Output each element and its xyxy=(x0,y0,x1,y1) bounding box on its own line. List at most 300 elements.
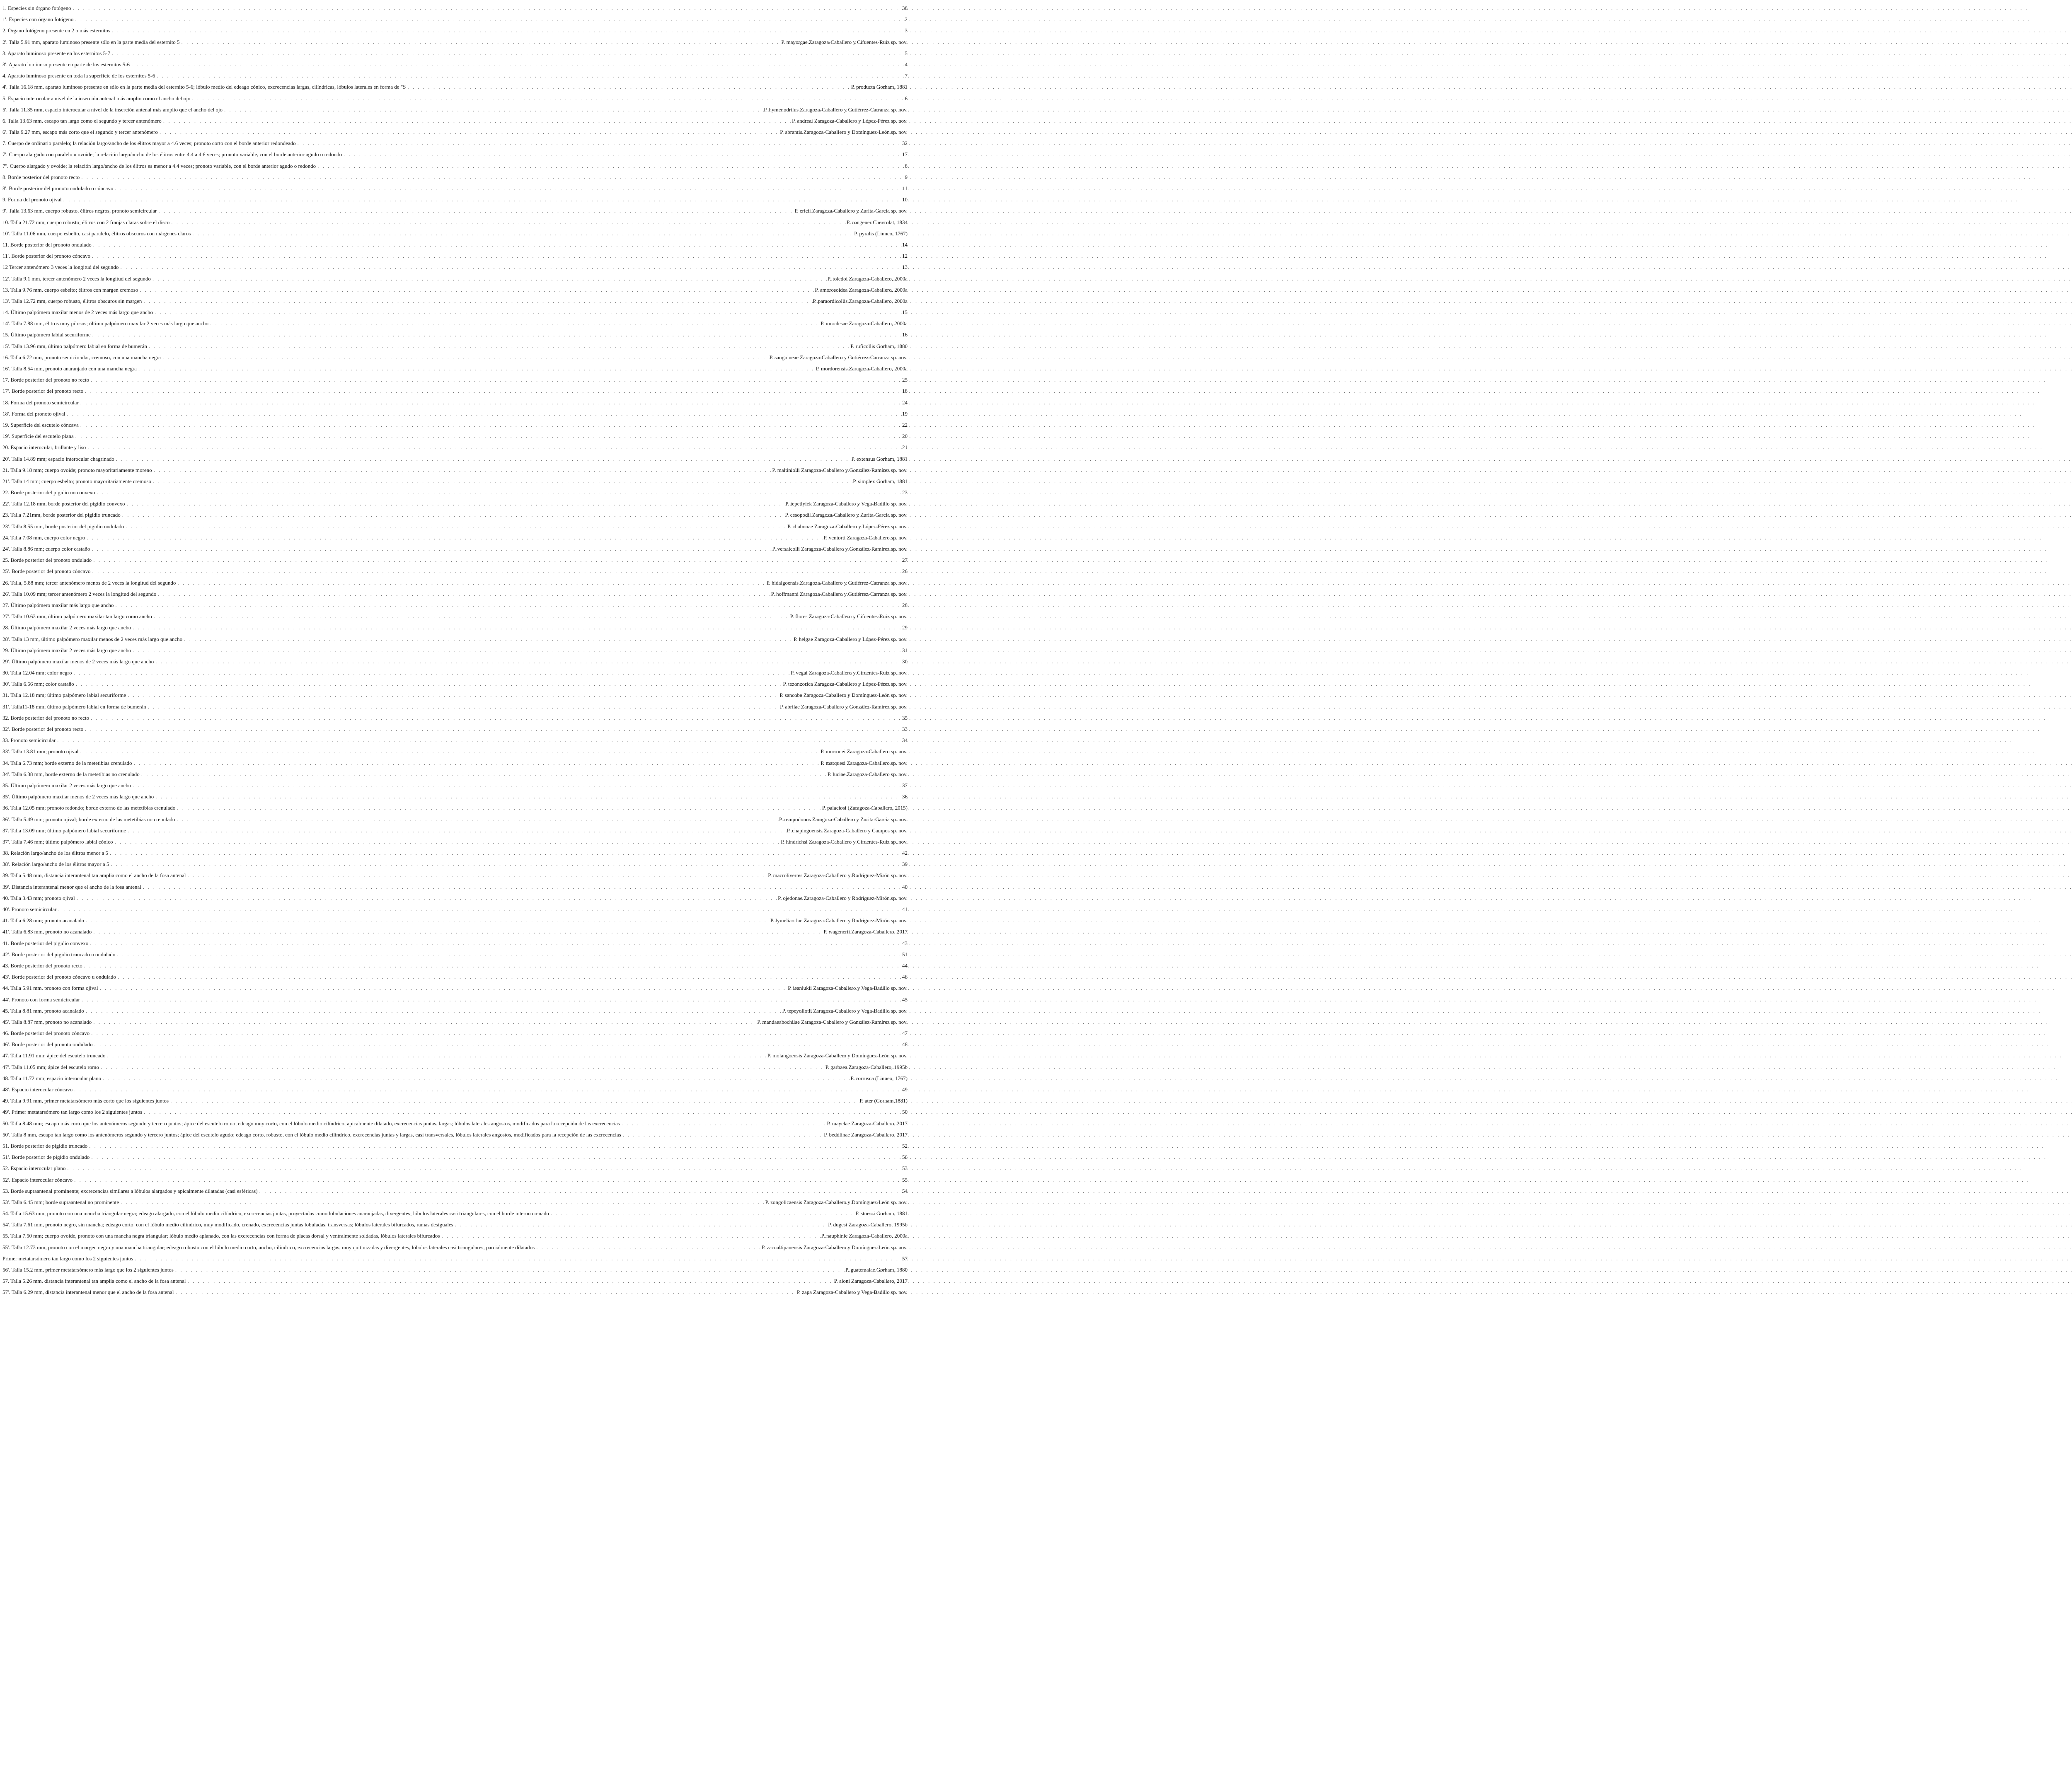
key-entry xyxy=(2,1242,908,1253)
entry-description: 9'. Talla 13.63 mm, cuerpo robusto, élitros negros, pronoto semicircular xyxy=(2,208,157,214)
key-entry xyxy=(2,1118,908,1129)
leader-dots xyxy=(83,723,902,735)
key-entry xyxy=(2,870,908,881)
key-entry xyxy=(2,1129,908,1140)
entry-description: 13'. Talla 12.72 mm, cuerpo robusto, élitros obscuros sin margen xyxy=(2,297,142,304)
entry-description: 52. Espacio interocular plano xyxy=(2,1165,66,1172)
entry-description: 33. Pronoto semicircular xyxy=(2,737,56,744)
entry-target: P. zacualtipanensis Zaragoza-Caballero y Domínguez-León sp. nov. xyxy=(762,1244,908,1250)
key-entry xyxy=(2,464,908,476)
entry-target: 13 xyxy=(902,264,908,271)
key-entry xyxy=(2,678,908,689)
entry-target: 2 xyxy=(905,16,908,23)
entry-description: 46'. Borde posterior del pronoto ondulado xyxy=(2,1041,93,1048)
leader-dots xyxy=(549,1208,856,1219)
entry-target: 49 xyxy=(902,1086,908,1093)
leader-dots xyxy=(296,138,902,149)
entry-description: 41. Borde posterior del pigidio convexo xyxy=(2,940,89,946)
leader-dots xyxy=(535,1242,762,1253)
identification-key xyxy=(2,2,908,1298)
entry-target: 8 xyxy=(905,162,908,169)
entry-target: 46 xyxy=(902,974,908,980)
entry-description: 40'. Pronoto semicircular xyxy=(2,906,57,912)
entry-target: P. palaciosi (Zaragoza-Caballero, 2015) xyxy=(822,805,908,811)
entry-target: P. versaicolli Zaragoza-Caballero y González-Ramírez sp. nov. xyxy=(772,546,908,552)
entry-description: 7''. Cuerpo alargado y ovoide; la relación largo/ancho de los élitros es menor a 4.4 veces; pronoto variable, con el borde anterior agudo o redondo xyxy=(2,162,316,169)
entry-target: 17 xyxy=(902,151,908,158)
entry-description: 38. Relación largo/ancho de los élitros menor a 5 xyxy=(2,850,108,856)
leader-dots xyxy=(155,70,905,81)
leader-dots xyxy=(90,566,902,577)
leader-dots xyxy=(131,780,902,791)
key-entry xyxy=(2,769,908,780)
key-entry xyxy=(2,656,908,667)
key-entry xyxy=(2,93,908,104)
entry-description: 11'. Borde posterior del pronoto cóncavo xyxy=(2,253,90,259)
leader-dots xyxy=(174,1286,796,1298)
leader-dots xyxy=(113,836,781,847)
key-entry xyxy=(2,284,908,295)
key-entry xyxy=(2,554,908,566)
leader-dots xyxy=(131,645,902,656)
key-entry xyxy=(2,59,908,70)
entry-description: 11. Borde posterior del pronoto ondulado xyxy=(2,241,92,248)
entry-description: 8'. Borde posterior del pronoto ondulado o cóncavo xyxy=(2,185,114,191)
key-entry xyxy=(2,397,908,408)
entry-description: 9. Forma del pronoto ojival xyxy=(2,196,62,203)
key-entry xyxy=(2,1253,908,1264)
entry-target: P. aloni Zaragoza-Caballero, 2017 xyxy=(834,1278,908,1284)
entry-target: 45 xyxy=(902,996,908,1003)
leader-dots xyxy=(440,1230,821,1241)
entry-description: 55'. Talla 12.73 mm, pronoto con el margen negro y una mancha triangular; edeago robusto con el lóbulo medio corto, ancho, cilíndrico, excrecencias largas, muy quitinizadas y divergentes, lóbulos laterales casi triangulares, parcialmente dilatados xyxy=(2,1244,535,1250)
entry-description: 6. Talla 13.63 mm, escapo tan largo como el segundo y tercer antenómero xyxy=(2,117,162,124)
entry-target: P. paraordicollis Zaragoza-Caballero, 2000a xyxy=(813,297,908,304)
key-entry xyxy=(2,566,908,577)
leader-dots xyxy=(153,307,902,318)
entry-target: 55 xyxy=(902,1176,908,1183)
key-entry xyxy=(2,757,908,769)
entry-description: 5. Espacio interocular a nivel de la inserción antenal más amplio como el ancho del ojo xyxy=(2,95,191,102)
entry-description: 44'. Pronoto con forma semicircular xyxy=(2,996,80,1003)
entry-description: 54. Talla 15.63 mm, pronoto con una mancha triangular negra; edeago alargado, con el lóbulo medio cilíndrico, excrecencias juntas, proyectadas como lobulaciones anaranjadas, divergentes; lóbulos laterales casi triangulares, con el borde interno crenado xyxy=(2,1210,549,1217)
leader-dots xyxy=(72,667,791,678)
entry-target: P. rempodonos Zaragoza-Caballero y Zurita-García sp. nov. xyxy=(779,816,908,822)
entry-description: 48'. Espacio interocular cóncavo xyxy=(2,1086,73,1093)
entry-target: 52 xyxy=(902,1142,908,1149)
entry-description: 23'. Talla 8.55 mm, borde posterior del pigidio ondulado xyxy=(2,523,124,530)
entry-description: 18'. Forma del pronoto ojival xyxy=(2,410,65,417)
leader-dots xyxy=(119,261,902,273)
leader-dots xyxy=(154,791,902,802)
leader-dots xyxy=(92,239,902,250)
entry-description: 29. Último palpómero maxilar 2 veces más largo que ancho xyxy=(2,647,131,653)
entry-description: 45. Talla 8.81 mm, pronoto acanalado xyxy=(2,1007,84,1014)
entry-target: 30 xyxy=(902,658,908,665)
leader-dots xyxy=(114,600,902,611)
entry-target: 48 xyxy=(902,1041,908,1048)
entry-description: 46. Borde posterior del pronoto cóncavo xyxy=(2,1030,90,1037)
entry-target: P. ojedonae Zaragoza-Caballero y Rodríguez-Mirón sp. nov. xyxy=(778,895,908,901)
key-entry xyxy=(2,881,908,892)
leader-dots xyxy=(124,521,787,532)
leader-dots xyxy=(142,1106,902,1117)
entry-description: 7'. Cuerpo alargado con paralelo u ovoide; la relación largo/ancho de los élitros entre 4.4 a 4.6 veces; pronoto variable, con el borde anterior agudo o redondo xyxy=(2,151,342,158)
entry-target: 3 xyxy=(905,27,908,34)
leader-dots xyxy=(140,769,828,780)
entry-target: 54 xyxy=(902,1187,908,1194)
entry-description: 43. Borde posterior del pronoto recto xyxy=(2,962,82,969)
entry-description: 32. Borde posterior del pronoto no recto xyxy=(2,714,90,721)
leader-dots xyxy=(92,926,823,937)
entry-description: 7. Cuerpo de ordinario paralelo; la relación largo/ancho de los élitros mayor a 4.6 veces; pronoto corto con el borde anterior redondeado xyxy=(2,140,296,147)
key-entry xyxy=(2,183,908,194)
entry-target: P. chapingoensis Zaragoza-Caballero y Campos sp. nov. xyxy=(787,827,908,834)
entry-target: P. chabooae Zaragoza-Caballero y López-Pérez sp. nov. xyxy=(787,523,908,530)
entry-target: 53 xyxy=(902,1165,908,1172)
entry-target: 37 xyxy=(902,782,908,788)
entry-target: 6 xyxy=(905,95,908,102)
entry-target: 25 xyxy=(902,377,908,383)
leader-dots xyxy=(161,352,770,363)
key-entry xyxy=(2,622,908,633)
key-entry xyxy=(2,419,908,430)
entry-description: 14. Último palpómero maxilar menos de 2 veces más largo que ancho xyxy=(2,309,153,316)
key-entry xyxy=(2,1185,908,1197)
leader-dots xyxy=(158,126,780,138)
key-entry xyxy=(2,115,908,126)
entry-target: 41 xyxy=(902,906,908,912)
entry-description: 41. Talla 6.28 mm; pronoto acanalado xyxy=(2,917,85,924)
leader-dots xyxy=(89,712,902,723)
entry-description: 5'. Talla 11.35 mm, espacio interocular a nivel de la inserción antenal más amplio que el ancho del ojo xyxy=(2,106,223,113)
leader-dots xyxy=(169,1095,859,1106)
entry-description: 50'. Talla 8 mm, escapo tan largo como los antenómeros segundo y tercero juntos; ápice del escutelo agudo; edeago corto, robusto, con el lóbulo medio cilíndrico, excrecencias juntas y largas, casi transversales, lóbulos laterales angostos, modificados para la recepción de las excrecencias xyxy=(2,1131,621,1138)
entry-target: P. molangoensis Zaragoza-Caballero y Domínguez-León sp. nov. xyxy=(767,1052,908,1059)
key-entry xyxy=(2,307,908,318)
leader-dots xyxy=(182,634,794,645)
entry-target: P. toledoi Zaragoza-Caballero, 2000a xyxy=(827,275,908,282)
leader-dots xyxy=(116,971,902,982)
key-entry xyxy=(2,904,908,915)
key-entry xyxy=(2,1208,908,1219)
entry-target: P. guatemalae Gorham, 1880 xyxy=(845,1267,908,1273)
entry-target: P. tepeyollotli Zaragoza-Caballero y Vega-Badillo sp. nov. xyxy=(782,1007,908,1014)
entry-description: 20. Espacio interocular, brillante y liso xyxy=(2,444,86,451)
entry-target: 21 xyxy=(902,444,908,451)
entry-description: 37'. Talla 7.46 mm; último palpómero labial cónico xyxy=(2,838,113,845)
key-entry xyxy=(2,858,908,870)
leader-dots xyxy=(131,622,902,633)
entry-description: 2'. Talla 5.91 mm, aparato luminoso presente sólo en la parte media del esternito 5 xyxy=(2,39,180,45)
leader-dots xyxy=(93,1039,902,1050)
leader-dots xyxy=(342,149,902,160)
entry-description: 4. Aparato luminoso presente en toda la superficie de los esternitos 5-6 xyxy=(2,73,155,79)
key-entry xyxy=(2,1095,908,1106)
leader-dots xyxy=(151,273,828,284)
entry-target: P. amorosoidea Zaragoza-Caballero, 2000a xyxy=(815,286,908,293)
entry-description: 1. Especies sin órgano fotógeno xyxy=(2,5,71,11)
key-entry xyxy=(2,228,908,239)
entry-description: 17'. Borde posterior del pronoto recto xyxy=(2,388,84,394)
leader-dots xyxy=(151,476,853,487)
leader-dots xyxy=(90,250,902,261)
entry-target: 39 xyxy=(902,861,908,868)
leader-dots xyxy=(89,374,902,385)
leader-dots xyxy=(130,59,905,70)
entry-target: 27 xyxy=(902,557,908,563)
key-entry xyxy=(2,521,908,532)
key-entry xyxy=(2,1140,908,1151)
leader-dots xyxy=(258,1185,902,1197)
leader-dots xyxy=(186,1275,834,1286)
leader-dots xyxy=(190,93,905,104)
entry-target: P. beddlinae Zaragoza-Caballero, 2017 xyxy=(824,1131,908,1138)
entry-target: 24 xyxy=(902,399,908,406)
entry-description: 37. Talla 13.09 mm; último palpómero labial securiforme xyxy=(2,827,126,834)
entry-target: 5 xyxy=(905,50,908,56)
entry-description: 53. Borde supraantenal prominente; excrecencias similares a lóbulos alargados y apicalmente dilatadas (casi esféricas) xyxy=(2,1187,258,1194)
key-entry xyxy=(2,814,908,825)
key-entry xyxy=(2,1106,908,1117)
entry-description: 30. Talla 12.04 mm; color negro xyxy=(2,670,72,676)
entry-target: P. zongolicaensis Zaragoza-Caballero y Domínguez-León sp. nov. xyxy=(765,1199,908,1205)
leader-dots xyxy=(83,385,902,397)
key-entry xyxy=(2,949,908,960)
leader-dots xyxy=(125,498,785,509)
leader-dots xyxy=(142,295,813,307)
entry-target: 19 xyxy=(902,410,908,417)
key-entry xyxy=(2,543,908,554)
entry-target: 28 xyxy=(902,602,908,608)
leader-dots xyxy=(114,453,852,464)
key-entry xyxy=(2,509,908,520)
entry-target: P. cesopodil Zaragoza-Caballero y Zurita-García sp. nov. xyxy=(785,512,908,518)
entry-description: 33'. Talla 13.81 mm; pronoto ojival xyxy=(2,748,79,755)
entry-target: 7 xyxy=(905,73,908,79)
key-entry xyxy=(2,577,908,588)
entry-target: P. mayelae Zaragoza-Caballero, 2017 xyxy=(827,1120,908,1127)
entry-description: 57. Talla 5.26 mm, distancia interantenal tan amplia como el ancho de la fosa antenal xyxy=(2,1278,186,1284)
key-entry xyxy=(2,374,908,385)
entry-target: 10 xyxy=(902,196,908,203)
leader-dots xyxy=(80,172,905,183)
key-entry xyxy=(2,138,908,149)
leader-dots xyxy=(126,689,779,701)
key-entry xyxy=(2,318,908,329)
key-entry xyxy=(2,689,908,701)
entry-description: 43'. Borde posterior del pronoto cóncavo u ondulado xyxy=(2,974,116,980)
key-entry xyxy=(2,701,908,712)
entry-target: 40 xyxy=(902,883,908,890)
entry-description: 17. Borde posterior del pronoto no recto xyxy=(2,377,90,383)
entry-target: 18 xyxy=(902,388,908,394)
leader-dots xyxy=(84,915,770,926)
key-entry xyxy=(2,611,908,622)
entry-target: P. luciae Zaragoza-Caballero sp. nov. xyxy=(827,771,908,777)
entry-description: 27. Último palpómero maxilar más largo que ancho xyxy=(2,602,114,608)
entry-target: P. garbaea Zaragoza-Caballero, 1995b xyxy=(825,1064,908,1070)
key-entry xyxy=(2,532,908,543)
leader-dots xyxy=(74,430,902,442)
key-entry xyxy=(2,780,908,791)
entry-description: 2. Órgano fotógeno presente en 2 o más esternitos xyxy=(2,27,111,34)
entry-target: P. corrusca (Linneo, 1767) xyxy=(850,1075,908,1081)
key-entry xyxy=(2,667,908,678)
key-entry xyxy=(2,1174,908,1185)
key-entry xyxy=(2,205,908,216)
key-entry xyxy=(2,1151,908,1163)
entry-description: 20'. Talla 14.89 mm; espacio interocular chagrinado xyxy=(2,455,114,462)
leader-dots xyxy=(86,442,902,453)
leader-dots xyxy=(175,802,822,813)
key-entry xyxy=(2,1264,908,1275)
entry-target: P. dugesi Zaragoza-Caballero, 1995b xyxy=(828,1221,908,1228)
entry-description: 34'. Talla 6.38 mm, borde externo de la metetibias no crenulado xyxy=(2,771,140,777)
leader-dots xyxy=(84,1005,782,1016)
entry-target: 4 xyxy=(905,61,908,68)
entry-target: 43 xyxy=(902,940,908,946)
leader-dots xyxy=(79,397,902,408)
key-entry xyxy=(2,250,908,261)
entry-target: P. pyralis (Linneo, 1767) xyxy=(854,230,908,237)
entry-description: 36'. Talla 5.49 mm; pronoto ojival; borde externo de las metetibias no crenulado xyxy=(2,816,175,822)
entry-description: 34. Talla 6.73 mm; borde externo de la metetibias crenulado xyxy=(2,759,132,766)
entry-target: P. morronei Zaragoza-Caballero sp. nov. xyxy=(821,748,908,755)
leader-dots xyxy=(147,341,851,352)
entry-description: 28. Último palpómero maxilar 2 veces más largo que ancho xyxy=(2,624,131,631)
entry-description: 28'. Talla 13 mm, último palpómero maxilar menos de 2 veces más largo que ancho xyxy=(2,636,183,642)
entry-target: 32 xyxy=(902,140,908,147)
entry-target: P. flores Zaragoza-Caballero y Cifuentes-Ruiz sp. nov. xyxy=(790,613,908,620)
entry-target: P. abrantis Zaragoza-Caballero y Domínguez-León sp. nov. xyxy=(780,129,908,135)
entry-target: P. ruficollis Gorham, 1880 xyxy=(850,343,908,349)
leader-dots xyxy=(71,2,902,14)
key-entry xyxy=(2,408,908,419)
entry-target: P. maltiniolli Zaragoza-Caballero y González-Ramírez sp. nov. xyxy=(772,467,908,473)
entry-description: 25. Borde posterior del pronoto ondulado xyxy=(2,557,92,563)
entry-description: 19. Superficie del escutelo cóncava xyxy=(2,421,79,428)
entry-description: 31'. Talla11-18 mm; último palpómero labial en forma de bumerán xyxy=(2,703,146,710)
entry-target: P. ater (Gorham,1881) xyxy=(859,1098,908,1104)
leader-dots xyxy=(62,194,902,205)
entry-description: 56'. Talla 15.2 mm, primer metatarsómero más largo que los 2 siguientes juntos xyxy=(2,1267,174,1273)
entry-description: 10'. Talla 11.06 mm, cuerpo esbelto, casi paralelo, élitros obscuros con márgenes claros xyxy=(2,230,191,237)
key-entry xyxy=(2,588,908,600)
leader-dots xyxy=(223,104,764,115)
key-entry xyxy=(2,217,908,228)
key-entry xyxy=(2,791,908,802)
leader-dots xyxy=(126,825,787,836)
entry-description: 50. Talla 8.48 mm; escapo más corto que los antenómeros segundo y tercero juntos; ápice del escutelo romo; edeago muy corto, con el lóbulo medio cilíndrico, apicalmente dilatado, excrecencias juntas, largas; lóbulos laterales angostos, modificados para la recepción de las excrecencias xyxy=(2,1120,620,1127)
leader-dots xyxy=(152,464,772,476)
entry-target: 38 xyxy=(902,5,908,11)
entry-target: 50 xyxy=(902,1109,908,1115)
key-entry xyxy=(2,1005,908,1016)
entry-description: 47'. Talla 11.05 mm; ápice del escutelo romo xyxy=(2,1064,99,1070)
entry-description: 18. Forma del pronoto semicircular xyxy=(2,399,79,406)
entry-description: 8. Borde posterior del pronoto recto xyxy=(2,174,80,180)
key-entry xyxy=(2,2,908,14)
entry-description: 24. Talla 7.08 mm, cuerpo color negro xyxy=(2,534,85,541)
entry-description: 21. Talla 9.18 mm; cuerpo ovoide; pronoto mayoritariamente moreno xyxy=(2,467,152,473)
key-entry xyxy=(2,1275,908,1286)
entry-target: P. marquesi Zaragoza-Caballero sp. nov. xyxy=(821,759,908,766)
leader-dots xyxy=(156,588,771,600)
entry-target: P. ventorti Zaragoza-Caballero sp. nov. xyxy=(823,534,908,541)
leader-dots xyxy=(621,1129,824,1140)
entry-target: P. ieanlukii Zaragoza-Caballero y Vega-Badillo sp. nov. xyxy=(788,985,908,991)
leader-dots xyxy=(74,678,783,689)
key-entry xyxy=(2,1073,908,1084)
key-entry xyxy=(2,735,908,746)
entry-target: 15 xyxy=(902,309,908,316)
entry-description: 10. Talla 21.72 mm, cuerpo robusto; élitros con 2 franjas claras sobre el disco xyxy=(2,219,170,225)
entry-description: 26. Talla, 5.88 mm; tercer antenómero menos de 2 veces la longitud del segundo xyxy=(2,579,176,586)
entry-description: 3'. Aparato luminoso presente en parte de los esternitos 5-6 xyxy=(2,61,130,68)
key-entry xyxy=(2,825,908,836)
key-entry xyxy=(2,1039,908,1050)
key-entry xyxy=(2,1197,908,1208)
entry-target: P. hindrichsi Zaragoza-Caballero y Cifuentes-Ruiz sp. nov. xyxy=(781,838,908,845)
entry-target: P. hidalgoensis Zaragoza-Caballero y Gutiérrez-Carranza sp. nov. xyxy=(766,579,908,586)
entry-description: 47. Talla 11.91 mm; ápice del escutelo truncado xyxy=(2,1052,106,1059)
entry-target: 22 xyxy=(902,421,908,428)
key-entry xyxy=(2,802,908,813)
entry-description: 45'. Talla 8.87 mm, pronoto no acanalado xyxy=(2,1018,92,1025)
key-entry xyxy=(2,982,908,994)
entry-description: 55. Talla 7.50 mm; cuerpo ovoide, pronoto con una mancha negra triangular; lóbulo medio aplanado, con las excrecencias con forma de placas dorsal y ventralmente soldadas, lóbulos laterales bifurcados xyxy=(2,1233,440,1239)
leader-dots xyxy=(57,904,902,915)
entry-description: Primer metatarsómero tan largo como los 2 siguientes juntos xyxy=(2,1255,133,1262)
entry-description: 23. Talla 7.21mm, borde posterior del pigidio truncado xyxy=(2,512,121,518)
entry-target: 9 xyxy=(905,174,908,180)
entry-description: 14'. Talla 7.88 mm, élitros muy pilosos; último palpómero maxilar 2 veces más largo que ancho xyxy=(2,320,209,327)
key-entry xyxy=(2,172,908,183)
entry-target: P. moralesae Zaragoza-Caballero, 2000a xyxy=(821,320,908,327)
entry-description: 22. Borde posterior del pigidio no convexo xyxy=(2,489,95,496)
leader-dots xyxy=(99,1062,825,1073)
leader-dots xyxy=(113,183,902,194)
entry-target: 51 xyxy=(902,951,908,958)
entry-target: P. hymenodrilus Zaragoza-Caballero y Gutiérrez-Carranza sp. nov. xyxy=(764,106,908,113)
leader-dots xyxy=(137,363,816,374)
entry-target: P. helgae Zaragoza-Caballero y López-Pérez sp. nov. xyxy=(794,636,908,642)
leader-dots xyxy=(91,329,902,340)
entry-target: 36 xyxy=(902,793,908,800)
leader-dots xyxy=(620,1118,827,1129)
entry-target: P. zapa Zaragoza-Caballero y Vega-Badillo sp. nov. xyxy=(796,1289,908,1296)
entry-description: 31. Talla 12.18 mm; último palpómero labial securiforme xyxy=(2,692,126,699)
key-entry xyxy=(2,994,908,1005)
key-entry xyxy=(2,341,908,352)
leader-dots xyxy=(73,14,905,25)
key-entry xyxy=(2,126,908,138)
leader-dots xyxy=(101,1073,850,1084)
leader-dots xyxy=(88,938,902,949)
key-entry xyxy=(2,295,908,307)
key-entry xyxy=(2,600,908,611)
entry-target: P. lymeliaorlae Zaragoza-Caballero y Rodríguez-Mirón sp. nov. xyxy=(770,917,908,924)
key-entry xyxy=(2,1028,908,1039)
key-entry xyxy=(2,1050,908,1061)
key-entry xyxy=(2,1163,908,1174)
entry-description: 29'. Último palpómero maxilar menos de 2 veces más largo que ancho xyxy=(2,658,154,665)
leader-dots xyxy=(133,1253,902,1264)
entry-description: 36. Talla 12.05 mm; pronoto redondo; borde externo de las metetibias crenulado xyxy=(2,805,176,811)
leader-dots xyxy=(132,757,821,769)
leader-dots xyxy=(85,532,823,543)
